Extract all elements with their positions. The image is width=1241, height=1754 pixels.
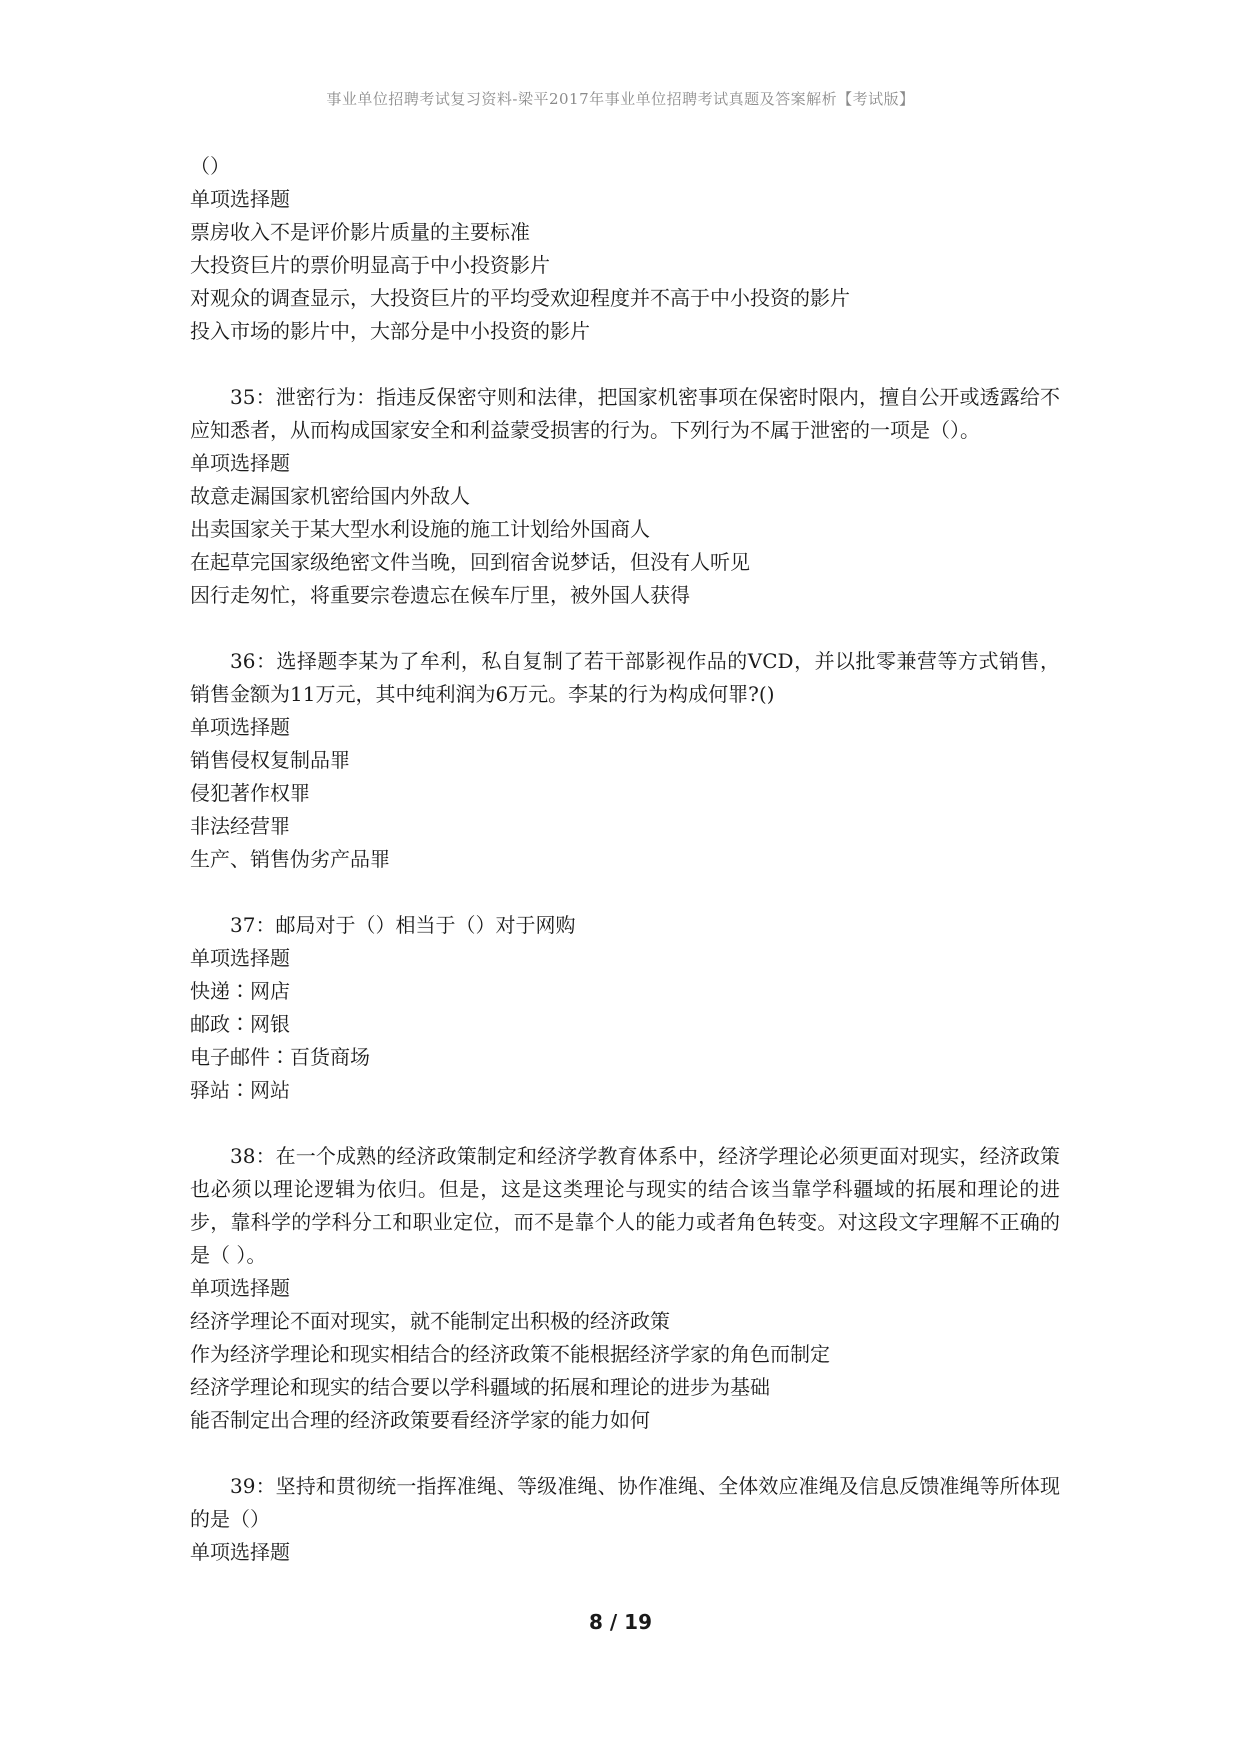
option: 电子邮件∶百货商场 [190, 1045, 370, 1069]
question-type: 单项选择题 [190, 187, 290, 211]
question-stem: 39：坚持和贯彻统一指挥准绳、等级准绳、协作准绳、全体效应准绳及信息反馈准绳等所体现的是（） [190, 1474, 1060, 1531]
question-type: 单项选择题 [190, 451, 290, 475]
question-35 [190, 381, 1060, 612]
option: 侵犯著作权罪 [190, 781, 310, 805]
option: 对观众的调查显示，大投资巨片的平均受欢迎程度并不高于中小投资的影片 [190, 286, 850, 310]
question-type: 单项选择题 [190, 946, 290, 970]
option: 能否制定出合理的经济政策要看经济学家的能力如何 [190, 1408, 650, 1432]
option: 邮政∶网银 [190, 1012, 290, 1036]
question-type: 单项选择题 [190, 1540, 290, 1564]
option: 驿站∶网站 [190, 1078, 290, 1102]
option: 投入市场的影片中，大部分是中小投资的影片 [190, 319, 590, 343]
question-type: 单项选择题 [190, 715, 290, 739]
option: 销售侵权复制品罪 [190, 748, 350, 772]
question-stem: 35：泄密行为：指违反保密守则和法律，把国家机密事项在保密时限内，擅自公开或透露给不应知悉者，从而构成国家安全和利益蒙受损害的行为。下列行为不属于泄密的一项是（）。 [190, 385, 1060, 442]
option: 生产、销售伪劣产品罪 [190, 847, 390, 871]
option: 经济学理论和现实的结合要以学科疆域的拓展和理论的进步为基础 [190, 1375, 770, 1399]
question-37 [190, 909, 1060, 1107]
question-stem: 37：邮局对于（）相当于（）对于网购 [230, 913, 576, 937]
option: 票房收入不是评价影片质量的主要标准 [190, 220, 530, 244]
question-38 [190, 1140, 1060, 1437]
question-carryover [190, 150, 1060, 348]
option: 非法经营罪 [190, 814, 290, 838]
option: 出卖国家关于某大型水利设施的施工计划给外国商人 [190, 517, 650, 541]
option: 快递∶网店 [190, 979, 290, 1003]
page-number: 8 / 19 [589, 1610, 652, 1634]
question-stem: 38：在一个成熟的经济政策制定和经济学教育体系中，经济学理论必须更面对现实，经济政策也必须以理论逻辑为依归。但是，这是这类理论与现实的结合该当靠学科疆域的拓展和理论的进步，靠科学的学科分工和职业定位，而不是靠个人的能力或者角色转变。对这段文字理解不正确的是（ ）。 [190, 1144, 1060, 1267]
question-stem: 36：选择题李某为了牟利，私自复制了若干部影视作品的VCD，并以批零兼营等方式销售，销售金额为11万元，其中纯利润为6万元。李某的行为构成何罪?() [190, 649, 1060, 706]
option: 故意走漏国家机密给国内外敌人 [190, 484, 470, 508]
page-header: 事业单位招聘考试复习资料-梁平2017年事业单位招聘考试真题及答案解析【考试版】 [326, 90, 915, 108]
question-39 [190, 1470, 1060, 1569]
question-stem-tail: （） [190, 154, 230, 178]
question-36 [190, 645, 1060, 876]
option: 因行走匆忙，将重要宗卷遗忘在候车厅里，被外国人获得 [190, 583, 690, 607]
option: 经济学理论不面对现实，就不能制定出积极的经济政策 [190, 1309, 670, 1333]
document-body [190, 150, 1060, 1569]
question-type: 单项选择题 [190, 1276, 290, 1300]
option: 作为经济学理论和现实相结合的经济政策不能根据经济学家的角色而制定 [190, 1342, 830, 1366]
option: 在起草完国家级绝密文件当晚，回到宿舍说梦话，但没有人听见 [190, 550, 750, 574]
option: 大投资巨片的票价明显高于中小投资影片 [190, 253, 550, 277]
